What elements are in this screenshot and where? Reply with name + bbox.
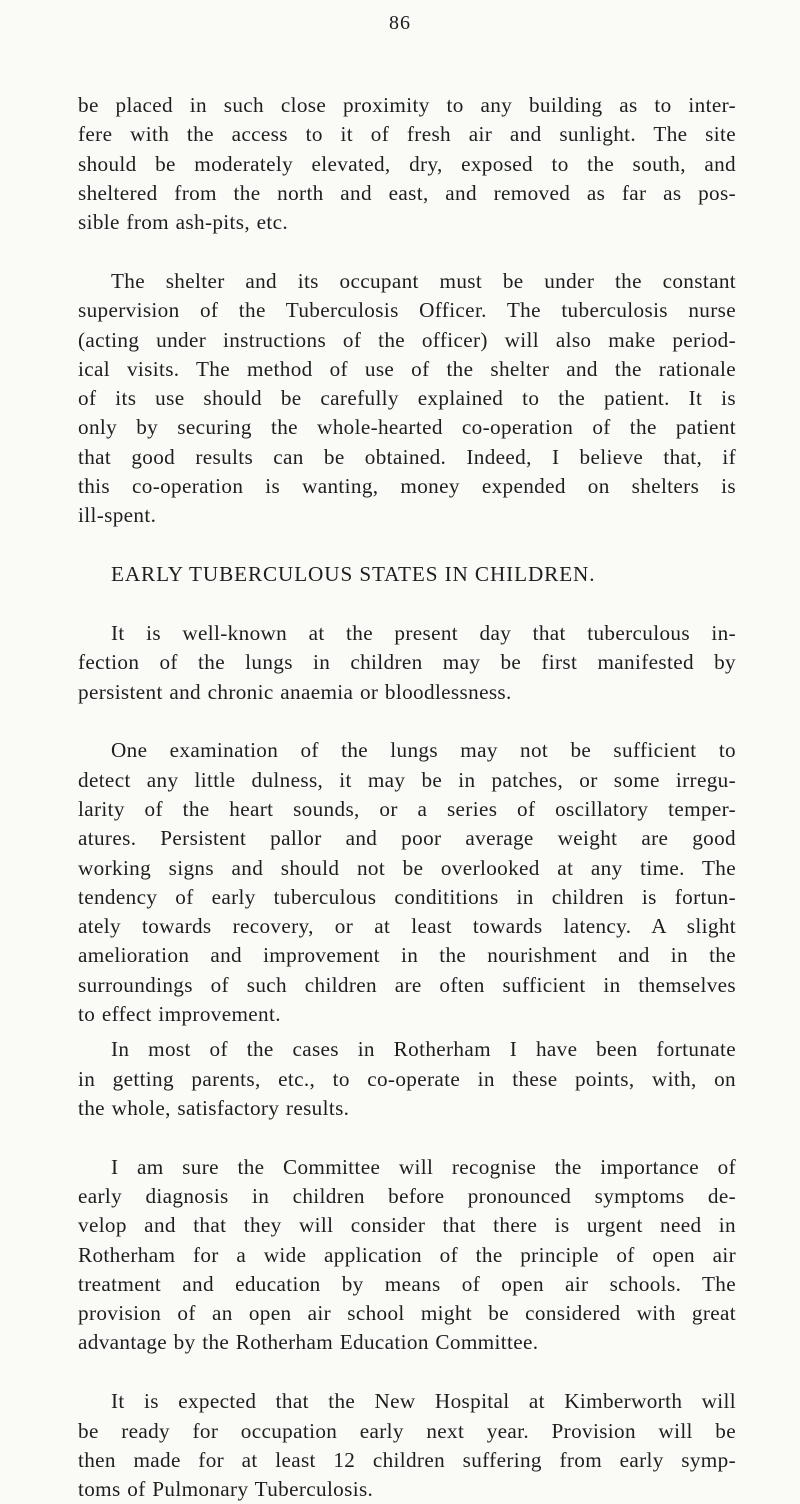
section-heading: EARLY TUBERCULOUS STATES IN CHILDREN. [111, 562, 596, 587]
text-line: be ready for occupation early next year. Provision will be [78, 1418, 736, 1443]
paragraph [78, 1153, 736, 1358]
text-line: then made for at least 12 children suffering from early symp- [78, 1447, 736, 1472]
text-line: persistent and chronic anaemia or bloodlessness. [78, 679, 512, 704]
text-line: Rotherham for a wide application of the principle of open air [78, 1242, 736, 1267]
text-line: should be moderately elevated, dry, exposed to the south, and [78, 151, 736, 176]
paragraph [78, 267, 736, 531]
text-line: supervision of the Tuberculosis Officer. The tuberculosis nurse [78, 298, 736, 323]
body-text [78, 91, 736, 1504]
text-line: tendency of early tuberculous condititions in children is fortun- [78, 884, 736, 909]
text-line: In most of the cases in Rotherham I have been fortunate [111, 1037, 736, 1062]
text-line: The shelter and its occupant must be under the constant [111, 268, 736, 293]
text-line: of its use should be carefully explained to the patient. It is [78, 386, 736, 411]
text-line: only by securing the whole-hearted co-operation of the patient [78, 415, 736, 440]
text-line: I am sure the Committee will recognise the importance of [111, 1154, 736, 1179]
text-line: It is expected that the New Hospital at Kimberworth will [111, 1389, 736, 1414]
paragraph [78, 736, 736, 1029]
text-line: It is well-known at the present day that tuberculous in- [111, 620, 736, 645]
text-line: sheltered from the north and east, and removed as far as pos- [78, 180, 736, 205]
paragraph [78, 1387, 736, 1504]
text-line: treatment and education by means of open air schools. The [78, 1271, 736, 1296]
text-line: (acting under instructions of the officer) will also make period- [78, 327, 736, 352]
text-line: be placed in such close proximity to any building as to inter- [78, 93, 736, 117]
text-line: in getting parents, etc., to co-operate in these points, with, on [78, 1066, 736, 1091]
text-line: ical visits. The method of use of the shelter and the rationale [78, 356, 736, 381]
page-number: 86 [389, 12, 411, 34]
text-line: early diagnosis in children before pronounced symptoms de- [78, 1184, 736, 1208]
text-line: that good results can be obtained. Indeed, I believe that, if [78, 444, 736, 469]
text-line: this co-operation is wanting, money expended on shelters is [78, 474, 736, 499]
text-line: advantage by the Rotherham Education Committee. [78, 1330, 539, 1355]
text-line: velop and that they will consider that there is urgent need in [78, 1213, 736, 1238]
text-line: working signs and should not be overlooked at any time. The [78, 855, 736, 880]
paragraph [78, 1035, 736, 1123]
text-line: fere with the access to it of fresh air and sunlight. The site [78, 122, 736, 147]
text-line: ately towards recovery, or at least towards latency. A slight [78, 914, 736, 939]
text-line: amelioration and improvement in the nourishment and in the [78, 943, 736, 968]
text-line: sible from ash-pits, etc. [78, 210, 289, 235]
text-line: fection of the lungs in children may be first manifested by [78, 650, 736, 675]
text-line: atures. Persistent pallor and poor average weight are good [78, 826, 736, 851]
text-line: detect any little dulness, it may be in patches, or some irregu- [78, 767, 736, 792]
text-line: ill-spent. [78, 503, 157, 528]
text-line: surroundings of such children are often sufficient in themselves [78, 972, 736, 997]
paragraph [78, 619, 736, 707]
text-line: larity of the heart sounds, or a series of oscillatory temper- [78, 796, 736, 821]
text-line: the whole, satisfactory results. [78, 1095, 350, 1120]
paragraph [78, 91, 736, 237]
text-line: toms of Pulmonary Tuberculosis. [78, 1477, 374, 1502]
text-line: to effect improvement. [78, 1002, 281, 1027]
text-line: One examination of the lungs may not be sufficient to [111, 738, 736, 763]
text-line: provision of an open air school might be considered with great [78, 1301, 736, 1326]
